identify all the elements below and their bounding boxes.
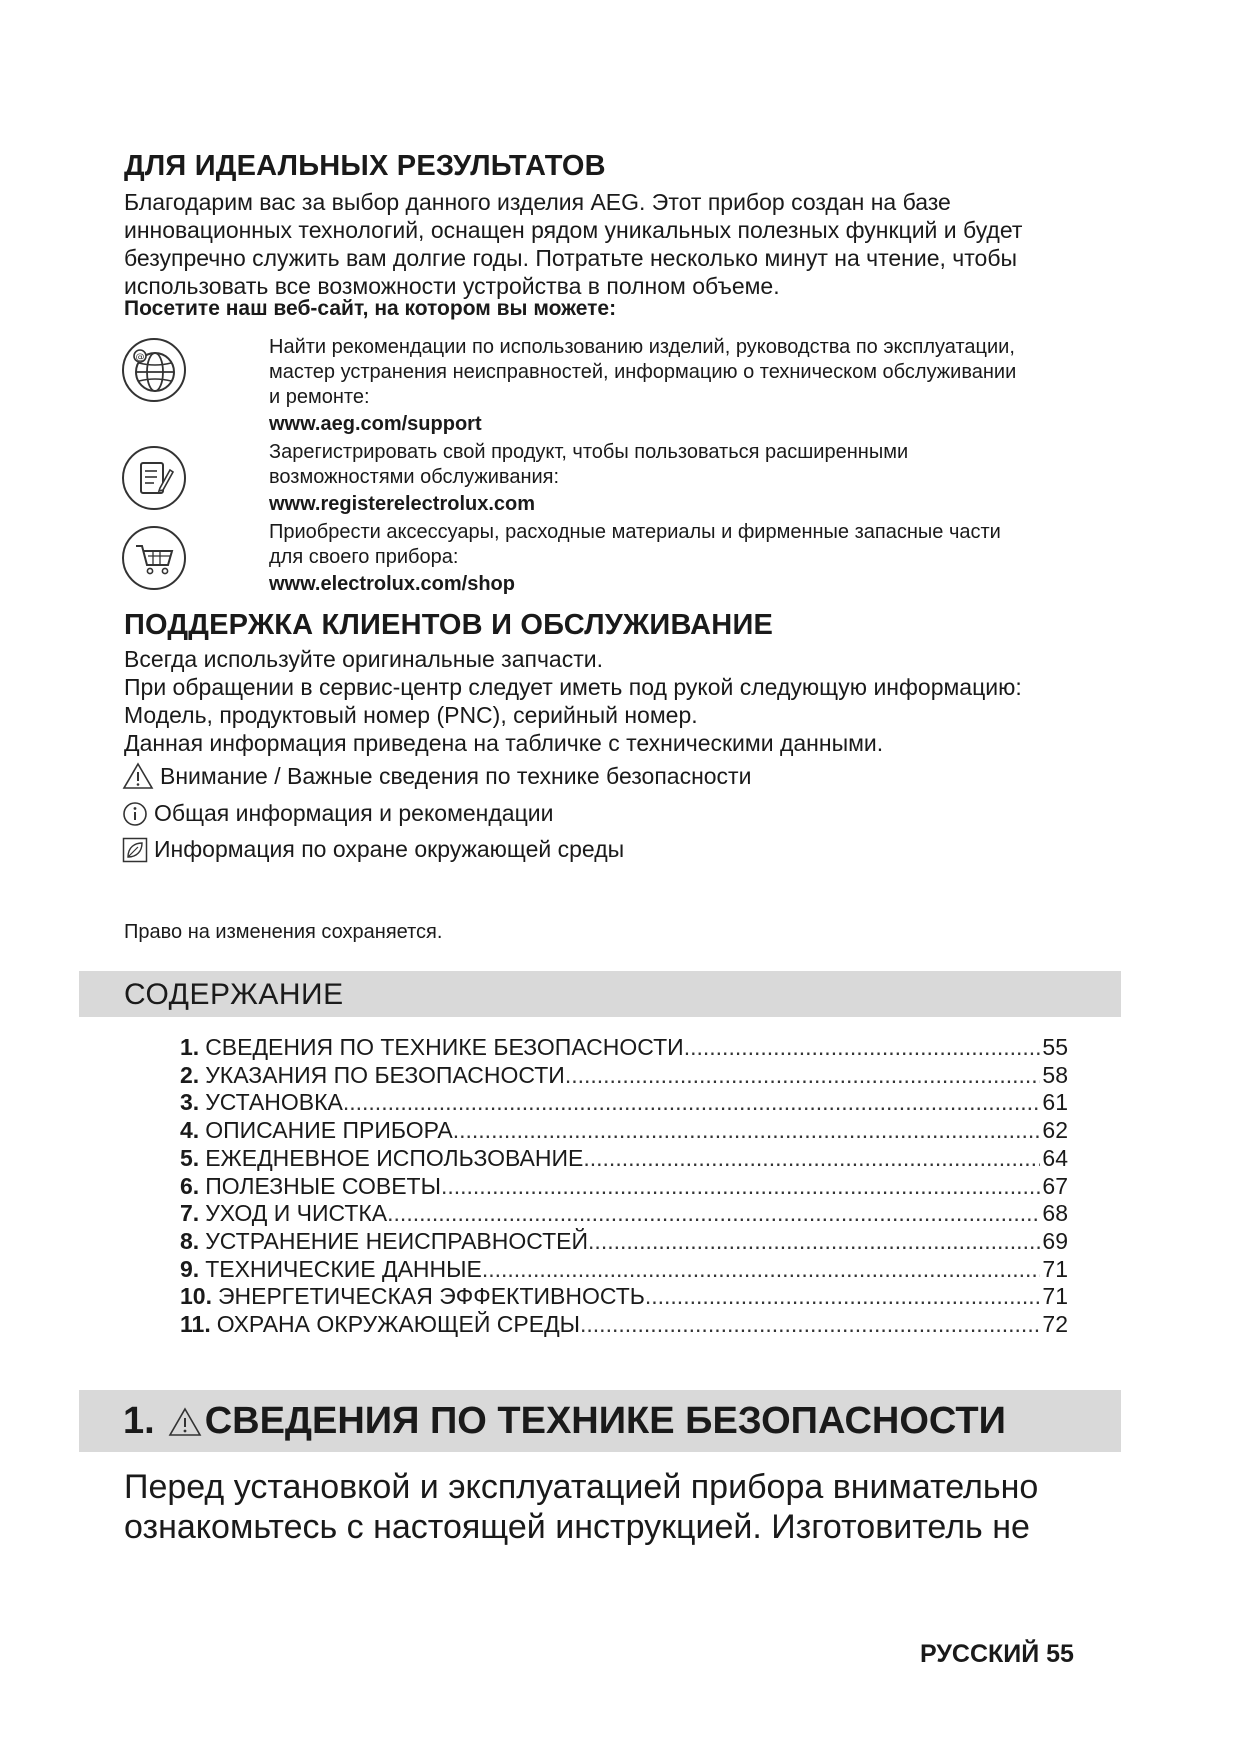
section1-line: ознакомьтесь с настоящей инструкцией. Изготовитель не — [124, 1508, 1030, 1546]
toc-item[interactable] — [180, 1283, 1068, 1311]
shop-link[interactable]: www.electrolux.com/shop — [269, 573, 515, 595]
toc-item-number: 9. — [180, 1255, 200, 1282]
toc-item-leader — [453, 1117, 1041, 1144]
support-line: Данная информация приведена на табличке с техническими данными. — [124, 730, 884, 756]
support-line: Модель, продуктовый номер (PNC), серийный номер. — [124, 702, 698, 728]
intro-paragraph — [124, 188, 1124, 300]
website-item-line: Зарегистрировать свой продукт, чтобы пользоваться расширенными — [269, 441, 909, 463]
toc-item-number: 5. — [180, 1144, 200, 1171]
toc-item-number: 8. — [180, 1227, 200, 1254]
toc-item-page: 68 — [1042, 1200, 1068, 1227]
intro-line: безупречно служить вам долгие годы. Потратьте несколько минут на чтение, чтобы — [124, 245, 1018, 271]
register-document-icon — [122, 446, 186, 510]
toc-item-leader — [645, 1283, 1041, 1310]
toc-item-page: 71 — [1042, 1255, 1068, 1282]
toc-item-number: 10. — [180, 1283, 212, 1310]
website-item-line: мастер устранения неисправностей, информацию о техническом обслуживании — [269, 361, 1017, 383]
toc-item-leader — [684, 1034, 1041, 1061]
toc-item-number: 3. — [180, 1089, 200, 1116]
info-icon — [122, 801, 148, 827]
globe-icon — [122, 338, 186, 402]
toc-item[interactable] — [180, 1062, 1068, 1090]
toc-item-leader — [565, 1062, 1041, 1089]
shopping-cart-icon — [122, 526, 186, 590]
toc-item[interactable] — [180, 1311, 1068, 1339]
toc-item-label: ЭНЕРГЕТИЧЕСКАЯ ЭФФЕКТИВНОСТЬ — [217, 1283, 645, 1310]
toc-item-page: 71 — [1042, 1283, 1068, 1310]
toc-item[interactable] — [180, 1173, 1068, 1201]
website-item-line: и ремонте: — [269, 386, 370, 408]
toc-item-label: УСТАНОВКА — [205, 1089, 343, 1116]
toc-item-number: 7. — [180, 1200, 200, 1227]
toc-item[interactable] — [180, 1034, 1068, 1062]
toc-item-page: 67 — [1042, 1172, 1068, 1199]
intro-title: ДЛЯ ИДЕАЛЬНЫХ РЕЗУЛЬТАТОВ — [124, 150, 606, 182]
support-paragraph — [124, 645, 1022, 757]
toc-item-number: 4. — [180, 1117, 200, 1144]
support-title: ПОДДЕРЖКА КЛИЕНТОВ И ОБСЛУЖИВАНИЕ — [124, 609, 774, 641]
toc-item-number: 11. — [180, 1311, 211, 1337]
website-item-shop — [269, 520, 1001, 597]
notice-info — [122, 800, 553, 827]
toc-item[interactable] — [180, 1228, 1068, 1256]
toc-item-leader — [441, 1173, 1040, 1200]
website-item-line: Найти рекомендации по использованию изделий, руководства по эксплуатации, — [269, 336, 1015, 358]
toc-item-leader — [387, 1200, 1040, 1227]
notice-text: Общая информация и рекомендации — [154, 800, 554, 826]
toc-item-label: ОПИСАНИЕ ПРИБОРА — [205, 1117, 453, 1144]
register-link[interactable]: www.registerelectrolux.com — [269, 493, 536, 515]
toc-item-number: 1. — [180, 1034, 200, 1060]
website-item-line: Приобрести аксессуары, расходные материалы и фирменные запасные части — [269, 521, 1001, 543]
toc-item-leader — [588, 1228, 1040, 1255]
footer-page-number: 55 — [1046, 1640, 1074, 1668]
toc-item-label: ПОЛЕЗНЫЕ СОВЕТЫ — [205, 1172, 441, 1199]
website-item-line: для своего прибора: — [269, 546, 459, 568]
toc-item-page: 55 — [1042, 1034, 1068, 1060]
website-item-register — [269, 440, 908, 517]
footer-language: РУССКИЙ — [920, 1640, 1040, 1668]
toc-item-page: 62 — [1042, 1117, 1068, 1144]
section1-header-bar — [79, 1390, 1121, 1452]
visit-heading: Посетите наш веб-сайт, на котором вы можете: — [124, 297, 617, 320]
toc-item[interactable] — [180, 1200, 1068, 1228]
support-link[interactable]: www.aeg.com/support — [269, 413, 482, 435]
svg-text:@: @ — [135, 352, 145, 363]
eco-leaf-icon — [122, 837, 148, 863]
section1-text — [124, 1467, 1038, 1547]
toc-item-leader — [482, 1256, 1041, 1283]
toc-item-label: УХОД И ЧИСТКА — [205, 1200, 388, 1227]
toc-item-number: 6. — [180, 1172, 200, 1199]
section1-line: Перед установкой и эксплуатацией прибора внимательно — [124, 1468, 1039, 1506]
intro-line: использовать все возможности устройства в полном объеме. — [124, 273, 780, 299]
support-line: При обращении в сервис-центр следует иметь под рукой следующую информацию: — [124, 674, 1022, 700]
toc-item-page: 64 — [1042, 1144, 1068, 1171]
toc-item-leader — [580, 1311, 1040, 1338]
toc-item-label: УКАЗАНИЯ ПО БЕЗОПАСНОСТИ — [205, 1061, 565, 1088]
website-item-support — [269, 335, 1016, 437]
toc-item-page: 61 — [1042, 1089, 1068, 1116]
toc-item[interactable] — [180, 1256, 1068, 1284]
notice-text: Информация по охране окружающей среды — [154, 836, 625, 862]
toc-item-leader — [583, 1145, 1040, 1172]
intro-line: Благодарим вас за выбор данного изделия AEG. Этот прибор создан на базе — [124, 189, 951, 215]
toc-item-page: 72 — [1042, 1311, 1068, 1337]
rights-notice: Право на изменения сохраняется. — [124, 921, 443, 943]
toc-item-label: СВЕДЕНИЯ ПО ТЕХНИКЕ БЕЗОПАСНОСТИ — [205, 1034, 684, 1060]
toc-item[interactable] — [180, 1089, 1068, 1117]
toc-item[interactable] — [180, 1117, 1068, 1145]
page-footer — [920, 1640, 1074, 1669]
section1-heading — [123, 1400, 1006, 1443]
support-line: Всегда используйте оригинальные запчасти. — [124, 646, 603, 672]
toc-item-page: 58 — [1042, 1061, 1068, 1088]
toc-item-leader — [343, 1089, 1041, 1116]
website-item-line: возможностями обслуживания: — [269, 466, 560, 488]
section1-title: СВЕДЕНИЯ ПО ТЕХНИКЕ БЕЗОПАСНОСТИ — [204, 1400, 1006, 1442]
warning-triangle-icon — [122, 762, 154, 790]
toc-item-label: ОХРАНА ОКРУЖАЮЩЕЙ СРЕДЫ — [216, 1311, 581, 1337]
toc-item-label: ТЕХНИЧЕСКИЕ ДАННЫЕ — [205, 1255, 482, 1282]
toc-header-bar — [79, 971, 1121, 1017]
toc-title: СОДЕРЖАНИЕ — [124, 978, 344, 1011]
toc-item-page: 69 — [1042, 1227, 1068, 1254]
notice-warning — [122, 762, 751, 790]
notice-text: Внимание / Важные сведения по технике безопасности — [160, 762, 752, 789]
toc-item-label: ЕЖЕДНЕВНОЕ ИСПОЛЬЗОВАНИЕ — [205, 1144, 584, 1171]
warning-triangle-icon — [167, 1406, 203, 1438]
toc-item-label: УСТРАНЕНИЕ НЕИСПРАВНОСТЕЙ — [205, 1227, 589, 1254]
toc-item-number: 2. — [180, 1061, 200, 1088]
intro-line: инновационных технологий, оснащен рядом уникальных полезных функций и будет — [124, 217, 1023, 243]
section1-number: 1. — [123, 1400, 155, 1442]
toc-item[interactable] — [180, 1145, 1068, 1173]
notice-eco — [122, 836, 624, 863]
